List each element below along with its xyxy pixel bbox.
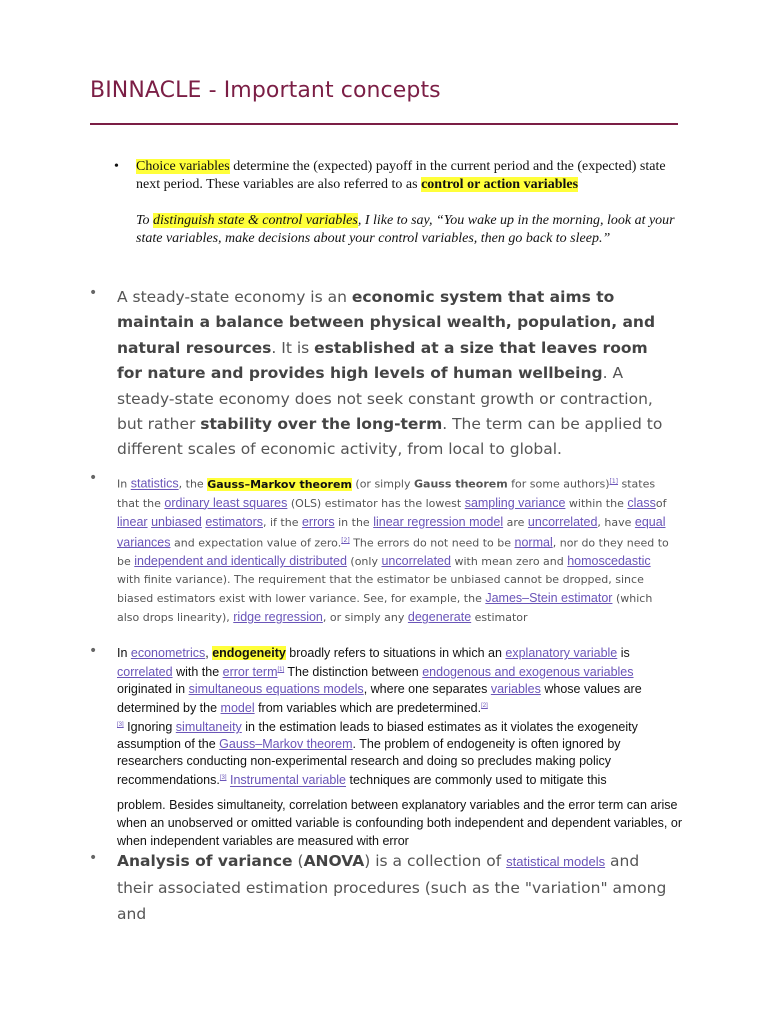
link-james-stein[interactable]: James–Stein estimator <box>485 591 613 606</box>
text: is <box>617 646 630 660</box>
paragraph <box>117 645 682 790</box>
bullet: • <box>89 643 98 659</box>
bold-text: established at a size that leaves room for nature and provides high levels of human wellbeing <box>117 338 648 383</box>
text: . A steady-state economy does not seek constant growth or contraction, but rather <box>117 364 653 434</box>
link-ordinary-least-squares[interactable]: ordinary least squares <box>164 495 288 510</box>
highlight-gauss-markov: Gauss–Markov theorem <box>207 477 352 491</box>
bold-text: ANOVA <box>303 852 365 870</box>
text: , the <box>178 477 208 491</box>
link-degenerate[interactable]: degenerate <box>407 610 472 625</box>
link-linear-regression-model[interactable]: linear regression model <box>373 514 504 529</box>
link-model[interactable]: model <box>220 701 255 716</box>
choice-variables-section <box>112 158 682 248</box>
bullet: • <box>114 159 119 174</box>
bullet: • <box>89 470 98 486</box>
text: of <box>655 496 667 510</box>
text: The distinction between <box>284 665 423 680</box>
link-sampling-variance[interactable]: sampling variance <box>464 495 566 510</box>
text: , where one separates <box>363 682 491 697</box>
link-statistics[interactable]: statistics <box>130 476 179 491</box>
text: in the <box>334 515 374 529</box>
highlight-endogeneity: endogeneity <box>212 646 286 660</box>
endogeneity-section <box>117 645 682 850</box>
highlight-control-variables: control or action variables <box>421 177 579 192</box>
gauss-markov-section <box>117 473 677 627</box>
citation-link[interactable]: [2] <box>481 703 488 710</box>
text: , I like to say, “You wake up in the morning, look at your state variables, make decisions about your control variables, then go back to sleep.” <box>136 213 675 246</box>
text: . It is <box>271 338 315 357</box>
text: ) is a collection of <box>364 852 507 870</box>
text: determine the (expected) payoff in the current period and the (expected) state next period. These variables are also referred to as <box>136 159 666 192</box>
text: A steady-state economy is an <box>117 288 352 306</box>
link-simultaneity[interactable]: simultaneity <box>175 720 242 735</box>
text: whose values are determined by the <box>117 682 642 716</box>
text: In <box>117 646 131 660</box>
text: , or simply any <box>322 611 408 625</box>
text: , if the <box>262 515 302 529</box>
text: with finite variance). The requirement that the estimator be unbiased cannot be dropped, since biased estimators exist with lower variance. See, for example, the <box>117 573 644 606</box>
bold-text: Analysis of variance <box>117 852 293 870</box>
link-estimators[interactable]: estimators <box>205 514 263 529</box>
link-ridge-regression[interactable]: ridge regression <box>233 610 323 625</box>
highlight-choice-variables: Choice variables <box>136 159 230 174</box>
text: within the <box>565 496 628 510</box>
text: originated in <box>117 682 189 697</box>
text: estimator <box>471 611 528 625</box>
bullet: • <box>89 285 98 301</box>
bullet: • <box>89 850 98 866</box>
link-uncorrelated-2[interactable]: uncorrelated <box>381 554 451 569</box>
document-title: BINNACLE - Important concepts <box>90 78 441 103</box>
link-instrumental-variable[interactable]: Instrumental variable <box>229 773 347 788</box>
text: are <box>503 515 528 529</box>
text: for some authors) <box>507 477 610 491</box>
text: and their associated estimation procedures (such as the "variation" among and <box>117 852 667 923</box>
text: (which also drops linearity), <box>117 592 653 625</box>
text: from variables which are predetermined. <box>254 701 482 716</box>
citation-link[interactable]: [3] <box>219 775 227 782</box>
list-item <box>112 158 682 194</box>
paragraph: problem. Besides simultaneity, correlation between explanatory variables and the error term can arise when an unobserved or omitted variable is confounding both independent and dependent variables, or when independent variables are measured with error <box>117 797 682 848</box>
link-unbiased[interactable]: unbiased <box>151 514 202 529</box>
citation-link[interactable]: [1] <box>609 478 619 485</box>
bold-text: economic system that aims to maintain a balance between physical wealth, population, and natural resources <box>117 288 656 357</box>
link-simultaneous-equations[interactable]: simultaneous equations models <box>188 682 364 697</box>
text: , <box>205 646 213 660</box>
link-iid[interactable]: independent and identically distributed <box>134 554 347 569</box>
text: , have <box>597 515 635 529</box>
text: , nor do they need to be <box>117 536 669 569</box>
steady-state-section <box>117 285 677 463</box>
link-errors[interactable]: errors <box>301 514 335 529</box>
text: Ignoring <box>123 720 176 735</box>
link-linear[interactable]: linear <box>117 514 148 529</box>
link-equal-variances[interactable]: equal variances <box>117 514 666 550</box>
text: in the estimation leads to biased estimates as it violates the exogeneity assumption of the <box>117 720 638 752</box>
anova-section <box>117 848 677 927</box>
text: To <box>136 213 154 228</box>
text: In <box>117 477 131 491</box>
link-econometrics[interactable]: econometrics <box>130 646 206 660</box>
link-homoscedastic[interactable]: homoscedastic <box>567 554 651 569</box>
text: . The problem of endogeneity is often ignored by researchers conducting non-experimental research and doing so precludes making policy recommendations. <box>117 737 621 788</box>
text: (only <box>346 555 382 569</box>
link-variables[interactable]: variables <box>490 682 541 697</box>
quote-paragraph <box>112 212 682 248</box>
text: ( <box>292 852 304 870</box>
text: The errors do not need to be <box>349 536 515 550</box>
text: techniques are commonly used to mitigate this <box>346 773 607 788</box>
title-rule <box>90 123 678 125</box>
text: with the <box>172 665 223 680</box>
text: (or simply <box>351 477 414 491</box>
link-explanatory-variable[interactable]: explanatory variable <box>505 646 618 660</box>
text: (OLS) estimator has the lowest <box>287 496 465 510</box>
text: and expectation value of zero. <box>170 536 342 550</box>
text: broadly refers to situations in which an <box>285 646 506 660</box>
highlight-distinguish: distinguish state & control variables <box>153 213 358 228</box>
link-class[interactable]: class <box>627 495 656 510</box>
link-gauss-markov[interactable]: Gauss–Markov theorem <box>219 737 353 752</box>
link-statistical-models[interactable]: statistical models <box>506 854 606 869</box>
citation-link[interactable]: [3] <box>117 722 124 729</box>
bold-text: Gauss theorem <box>414 477 508 491</box>
link-normal[interactable]: normal <box>514 535 553 550</box>
text: . The term can be applied to different scales of economic activity, from local to global. <box>117 415 663 459</box>
citation-link[interactable]: [1] <box>277 667 285 673</box>
link-correlated[interactable]: correlated <box>117 665 173 680</box>
link-error-term[interactable]: error term <box>222 665 278 680</box>
link-uncorrelated[interactable]: uncorrelated <box>527 514 598 529</box>
link-endogenous-exogenous[interactable]: endogenous and exogenous variables <box>422 665 634 680</box>
citation-link[interactable]: [2] <box>341 536 350 544</box>
text: states that the <box>117 477 656 510</box>
bold-text: stability over the long-term <box>200 415 443 434</box>
text: with mean zero and <box>450 555 568 569</box>
